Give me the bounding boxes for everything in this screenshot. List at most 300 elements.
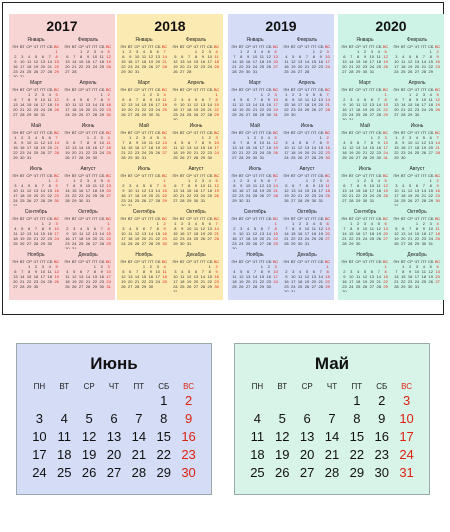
mini-day: 14 bbox=[214, 226, 219, 231]
mini-day: 18 bbox=[72, 107, 77, 112]
mini-day: 10 bbox=[239, 231, 244, 236]
mini-day: 16 bbox=[291, 102, 296, 107]
mini-day: 1 bbox=[384, 92, 387, 97]
mini-day: 21 bbox=[134, 107, 140, 112]
mini-day: 5 bbox=[181, 140, 184, 145]
mini-day: 12 bbox=[407, 188, 413, 193]
mini-day: 13 bbox=[245, 274, 251, 279]
mini-weekday: СБ bbox=[317, 216, 324, 221]
mini-day: 22 bbox=[284, 107, 289, 112]
mini-weekday: СР bbox=[245, 44, 251, 49]
mini-day: 14 bbox=[376, 102, 381, 107]
mini-day: 3 bbox=[41, 92, 44, 97]
mini-day: 22 bbox=[186, 193, 192, 198]
mini-day: 27 bbox=[78, 284, 84, 289]
mini-month-days bbox=[393, 216, 441, 246]
mini-day: 21 bbox=[99, 236, 104, 241]
mini-day: 9 bbox=[247, 54, 250, 59]
mini-day: 13 bbox=[304, 145, 310, 150]
mini-day: 26 bbox=[383, 64, 388, 69]
mini-weekday: ВТ bbox=[348, 216, 354, 221]
day-cell: 23 bbox=[181, 447, 196, 462]
mini-day: 20 bbox=[65, 64, 70, 69]
mini-day: 23 bbox=[325, 150, 330, 155]
mini-month bbox=[341, 209, 389, 249]
mini-day: 30 bbox=[128, 69, 133, 74]
mini-weekday: ЧТ bbox=[304, 130, 310, 135]
mini-day: 9 bbox=[343, 102, 346, 107]
mini-day: 6 bbox=[299, 54, 302, 59]
mini-day: 11 bbox=[79, 231, 84, 236]
mini-day: 21 bbox=[72, 64, 77, 69]
mini-day: 26 bbox=[252, 241, 258, 246]
mini-day: 16 bbox=[239, 188, 244, 193]
mini-day: 8 bbox=[28, 269, 31, 274]
mini-weekday: СР bbox=[245, 259, 251, 264]
mini-weekday: СР bbox=[134, 130, 140, 135]
mini-day: 10 bbox=[369, 183, 375, 188]
mini-weekday: ВС bbox=[324, 173, 331, 178]
mini-day: 11 bbox=[106, 140, 111, 145]
mini-day: 2 bbox=[215, 264, 218, 269]
mini-day: 17 bbox=[349, 107, 354, 112]
mini-day: 12 bbox=[383, 183, 388, 188]
mini-day: 8 bbox=[14, 140, 17, 145]
mini-day: 7 bbox=[377, 269, 380, 274]
mini-day: 10 bbox=[428, 226, 433, 231]
mini-day: 29 bbox=[99, 112, 104, 117]
mini-day: 9 bbox=[299, 226, 302, 231]
mini-day: 14 bbox=[401, 102, 406, 107]
mini-day: 2 bbox=[201, 49, 204, 54]
mini-day: 16 bbox=[193, 188, 199, 193]
mini-weekday: ПТ bbox=[148, 87, 154, 92]
mini-day: 14 bbox=[99, 231, 104, 236]
mini-day: 7 bbox=[436, 135, 439, 140]
mini-weekday: СР bbox=[26, 87, 32, 92]
mini-day: 15 bbox=[40, 231, 46, 236]
mini-day: 28 bbox=[78, 155, 84, 160]
day-cell: 28 bbox=[131, 465, 147, 480]
mini-day: 14 bbox=[121, 145, 126, 150]
mini-month-name: Март bbox=[249, 80, 261, 86]
mini-weekday: ВТ bbox=[238, 87, 244, 92]
mini-day: 21 bbox=[92, 107, 98, 112]
mini-day: 6 bbox=[48, 135, 51, 140]
mini-day: 26 bbox=[200, 236, 206, 241]
day-cell: 8 bbox=[160, 411, 168, 426]
mini-month-days bbox=[231, 44, 279, 74]
mini-day: 9 bbox=[122, 188, 125, 193]
mini-weekday: ВС bbox=[272, 44, 279, 49]
mini-day: 7 bbox=[274, 178, 277, 183]
mini-day: 9 bbox=[80, 183, 83, 188]
mini-day: 4 bbox=[292, 140, 295, 145]
mini-day: 18 bbox=[186, 107, 192, 112]
mini-day: 18 bbox=[20, 193, 25, 198]
mini-day: 30 bbox=[99, 284, 104, 289]
mini-day: 26 bbox=[291, 69, 296, 74]
mini-day: 22 bbox=[232, 193, 237, 198]
mini-day: 18 bbox=[134, 193, 140, 198]
mini-weekday: ПН bbox=[393, 259, 400, 264]
mini-day: 28 bbox=[252, 284, 258, 289]
mini-day: 14 bbox=[54, 140, 59, 145]
mini-month-days bbox=[172, 216, 220, 246]
mini-day: 30 bbox=[232, 246, 237, 249]
mini-weekday: ВТ bbox=[238, 44, 244, 49]
day-cell: 9 bbox=[184, 411, 193, 426]
mini-day: 24 bbox=[259, 150, 265, 155]
mini-day: 6 bbox=[343, 183, 346, 188]
mini-day: 5 bbox=[253, 226, 257, 231]
year-title: 2020 bbox=[375, 18, 407, 34]
day-cell: 11 bbox=[57, 429, 72, 444]
mini-weekday: СР bbox=[245, 130, 251, 135]
mini-day: 25 bbox=[20, 198, 25, 203]
mini-weekday: ВТ bbox=[290, 259, 296, 264]
mini-weekday: ПН bbox=[341, 130, 348, 135]
mini-day: 26 bbox=[193, 112, 199, 117]
mini-day: 3 bbox=[156, 264, 159, 269]
mini-month-name: Июнь bbox=[189, 123, 203, 129]
mini-weekday: ЧТ bbox=[414, 130, 420, 135]
mini-month bbox=[341, 123, 389, 163]
mini-month-days bbox=[231, 216, 279, 249]
mini-day: 22 bbox=[155, 236, 160, 241]
mini-day: 31 bbox=[291, 289, 296, 292]
mini-weekday: СБ bbox=[317, 259, 324, 264]
mini-month bbox=[393, 252, 441, 292]
mini-month-days bbox=[64, 87, 112, 117]
mini-day: 29 bbox=[106, 241, 111, 246]
mini-day: 28 bbox=[232, 69, 237, 74]
mini-day: 16 bbox=[407, 274, 413, 279]
mini-day: 11 bbox=[298, 274, 303, 279]
mini-day: 24 bbox=[414, 279, 420, 284]
mini-day: 1 bbox=[292, 221, 295, 226]
mini-weekday: СБ bbox=[98, 216, 105, 221]
mini-day: 11 bbox=[180, 274, 185, 279]
mini-weekday: ВТ bbox=[238, 216, 244, 221]
mini-day: 1 bbox=[208, 264, 211, 269]
mini-day: 10 bbox=[65, 102, 70, 107]
mini-day: 23 bbox=[20, 150, 25, 155]
mini-day: 18 bbox=[33, 145, 39, 150]
mini-day: 23 bbox=[362, 64, 368, 69]
mini-day: 24 bbox=[239, 241, 244, 246]
mini-weekday: ВС bbox=[213, 173, 220, 178]
mini-day: 29 bbox=[155, 241, 160, 246]
mini-day: 9 bbox=[100, 269, 103, 274]
mini-day: 19 bbox=[78, 107, 84, 112]
mini-weekday: ПТ bbox=[40, 130, 46, 135]
weekday-header bbox=[27, 382, 201, 391]
mini-day: 11 bbox=[193, 226, 199, 231]
mini-day: 6 bbox=[370, 97, 373, 102]
mini-day: 26 bbox=[297, 155, 303, 160]
mini-weekday: ПТ bbox=[200, 130, 206, 135]
mini-day: 13 bbox=[297, 59, 303, 64]
mini-month bbox=[231, 166, 279, 206]
mini-month-name: Октябрь bbox=[186, 209, 206, 215]
mini-day: 3 bbox=[41, 264, 44, 269]
mini-day: 13 bbox=[65, 59, 70, 64]
mini-day: 6 bbox=[34, 183, 38, 188]
day-cell: 6 bbox=[110, 411, 118, 426]
mini-day: 12 bbox=[376, 226, 381, 231]
mini-day: 7 bbox=[93, 97, 96, 102]
mini-day: 8 bbox=[305, 183, 309, 188]
mini-day: 30 bbox=[421, 241, 427, 246]
mini-day: 15 bbox=[291, 231, 296, 236]
weekday-label: ВТ bbox=[277, 382, 288, 391]
mini-weekday: СР bbox=[78, 87, 84, 92]
mini-day: 17 bbox=[394, 64, 399, 69]
mini-weekday: СБ bbox=[375, 216, 382, 221]
mini-weekday: ВС bbox=[272, 130, 279, 135]
mini-day: 19 bbox=[407, 64, 413, 69]
mini-day: 17 bbox=[200, 188, 206, 193]
mini-weekday: ПТ bbox=[421, 87, 427, 92]
mini-day: 7 bbox=[86, 269, 90, 274]
mini-day: 19 bbox=[173, 64, 178, 69]
mini-day: 8 bbox=[370, 140, 373, 145]
mini-weekday: ЧТ bbox=[362, 173, 368, 178]
mini-weekday: ПТ bbox=[311, 173, 317, 178]
mini-day: 12 bbox=[54, 269, 59, 274]
mini-day: 4 bbox=[181, 269, 184, 274]
mini-day: 26 bbox=[266, 64, 271, 69]
mini-weekday: ВТ bbox=[71, 130, 77, 135]
day-cell: 16 bbox=[181, 429, 196, 444]
mini-day: 23 bbox=[291, 107, 296, 112]
mini-day: 8 bbox=[402, 269, 405, 274]
mini-day: 22 bbox=[128, 150, 133, 155]
mini-weekday: ПТ bbox=[369, 87, 375, 92]
mini-weekday: ПН bbox=[120, 259, 127, 264]
mini-day: 2 bbox=[174, 97, 177, 102]
mini-day: 9 bbox=[194, 183, 198, 188]
mini-weekday: ВС bbox=[272, 173, 279, 178]
mini-day: 5 bbox=[86, 226, 90, 231]
mini-month bbox=[120, 123, 168, 163]
mini-day: 2 bbox=[415, 92, 419, 97]
mini-day: 28 bbox=[186, 69, 192, 74]
mini-day: 6 bbox=[267, 178, 270, 183]
mini-day: 5 bbox=[21, 226, 24, 231]
mini-month bbox=[341, 37, 389, 77]
mini-day: 26 bbox=[85, 241, 91, 246]
mini-day: 12 bbox=[394, 231, 399, 236]
mini-day: 22 bbox=[13, 150, 18, 155]
mini-day: 21 bbox=[349, 193, 354, 198]
mini-day: 30 bbox=[193, 198, 199, 203]
mini-month bbox=[393, 209, 441, 249]
mini-day: 21 bbox=[20, 107, 25, 112]
mini-day: 10 bbox=[273, 97, 278, 102]
mini-day: 13 bbox=[342, 188, 347, 193]
mini-day: 1 bbox=[201, 135, 204, 140]
mini-day: 16 bbox=[65, 236, 70, 241]
mini-weekday: ВТ bbox=[19, 130, 25, 135]
mini-day: 25 bbox=[414, 150, 420, 155]
mini-weekday: СР bbox=[26, 130, 32, 135]
mini-day: 30 bbox=[47, 241, 52, 246]
mini-weekday: ВС bbox=[324, 44, 331, 49]
mini-day: 23 bbox=[148, 107, 154, 112]
mini-day: 12 bbox=[121, 102, 126, 107]
mini-day: 25 bbox=[355, 112, 361, 117]
mini-weekday: ЧТ bbox=[304, 87, 310, 92]
mini-day: 9 bbox=[377, 140, 380, 145]
mini-day: 17 bbox=[54, 231, 59, 236]
mini-day: 12 bbox=[193, 102, 199, 107]
mini-weekday: ВТ bbox=[348, 130, 354, 135]
mini-day: 9 bbox=[149, 269, 152, 274]
mini-day: 6 bbox=[194, 269, 198, 274]
mini-day: 16 bbox=[47, 231, 52, 236]
day-cell bbox=[102, 393, 127, 409]
mini-day: 31 bbox=[369, 69, 375, 74]
mini-day: 21 bbox=[435, 145, 440, 150]
mini-day: 1 bbox=[409, 92, 412, 97]
mini-day: 7 bbox=[122, 140, 125, 145]
weekday-label: ЧТ bbox=[108, 382, 120, 391]
mini-weekday: ВТ bbox=[400, 130, 406, 135]
mini-day: 3 bbox=[285, 140, 288, 145]
mini-day: 29 bbox=[318, 155, 323, 160]
mini-day: 2 bbox=[34, 264, 38, 269]
mini-day: 7 bbox=[149, 226, 152, 231]
mini-day: 18 bbox=[162, 102, 167, 107]
mini-day: 24 bbox=[99, 150, 104, 155]
mini-day: 27 bbox=[173, 198, 178, 203]
mini-day: 6 bbox=[343, 54, 346, 59]
mini-month-days bbox=[283, 173, 331, 203]
mini-day: 5 bbox=[305, 269, 309, 274]
mini-day: 18 bbox=[291, 150, 296, 155]
mini-month-name: Сентябрь bbox=[24, 209, 48, 215]
mini-day: 23 bbox=[173, 112, 178, 117]
mini-day: 14 bbox=[78, 145, 84, 150]
mini-day: 8 bbox=[163, 183, 166, 188]
mini-weekday: ПН bbox=[12, 130, 19, 135]
mini-day: 25 bbox=[162, 107, 167, 112]
mini-day: 8 bbox=[122, 54, 125, 59]
mini-day: 16 bbox=[207, 145, 212, 150]
mini-weekday: ПН bbox=[341, 44, 348, 49]
mini-weekday: ПН bbox=[12, 44, 19, 49]
mini-weekday: ВС bbox=[272, 87, 279, 92]
mini-day: 6 bbox=[415, 54, 419, 59]
mini-day: 3 bbox=[215, 135, 218, 140]
mini-weekday: ЧТ bbox=[141, 173, 147, 178]
mini-day: 24 bbox=[207, 64, 212, 69]
mini-weekday: СБ bbox=[98, 130, 105, 135]
mini-day: 29 bbox=[401, 284, 406, 289]
mini-day: 8 bbox=[319, 140, 322, 145]
mini-day: 17 bbox=[173, 279, 178, 284]
mini-day: 27 bbox=[342, 198, 347, 203]
mini-day: 17 bbox=[180, 107, 185, 112]
mini-day: 21 bbox=[421, 64, 427, 69]
mini-weekday: ЧТ bbox=[304, 44, 310, 49]
mini-day: 21 bbox=[304, 64, 310, 69]
mini-day: 7 bbox=[253, 97, 257, 102]
mini-weekday: СБ bbox=[375, 173, 382, 178]
mini-day: 30 bbox=[284, 289, 289, 292]
mini-weekday: ПТ bbox=[369, 259, 375, 264]
mini-month-days bbox=[64, 259, 112, 289]
mini-day: 14 bbox=[33, 231, 39, 236]
mini-weekday: ВТ bbox=[71, 173, 77, 178]
mini-day: 22 bbox=[173, 236, 178, 241]
mini-weekday: СР bbox=[186, 44, 192, 49]
mini-weekday: ВТ bbox=[127, 259, 133, 264]
mini-day: 19 bbox=[407, 193, 413, 198]
mini-weekday: ВС bbox=[213, 130, 220, 135]
mini-weekday: СБ bbox=[98, 259, 105, 264]
mini-weekday: ЧТ bbox=[85, 259, 91, 264]
mini-day: 24 bbox=[40, 279, 46, 284]
mini-weekday: СБ bbox=[427, 130, 434, 135]
mini-day: 5 bbox=[194, 97, 198, 102]
mini-weekday: ВС bbox=[53, 44, 60, 49]
mini-day: 18 bbox=[435, 231, 440, 236]
mini-day: 3 bbox=[28, 135, 31, 140]
mini-weekday: ВС bbox=[382, 216, 389, 221]
mini-day: 15 bbox=[26, 274, 32, 279]
mini-day: 13 bbox=[266, 183, 271, 188]
mini-day: 19 bbox=[26, 193, 32, 198]
mini-day: 18 bbox=[355, 107, 361, 112]
mini-day: 4 bbox=[136, 183, 139, 188]
mini-day: 8 bbox=[240, 54, 243, 59]
mini-day: 8 bbox=[326, 269, 329, 274]
mini-day: 5 bbox=[188, 269, 191, 274]
mini-day: 5 bbox=[274, 135, 277, 140]
mini-day: 18 bbox=[65, 279, 70, 284]
mini-weekday: ВС bbox=[272, 259, 279, 264]
mini-day: 8 bbox=[93, 269, 96, 274]
mini-day: 28 bbox=[266, 241, 271, 246]
mini-day: 6 bbox=[14, 97, 17, 102]
mini-weekday: ПТ bbox=[200, 173, 206, 178]
mini-month-name: Декабрь bbox=[78, 252, 98, 258]
mini-day: 12 bbox=[186, 274, 192, 279]
mini-day: 16 bbox=[266, 102, 271, 107]
mini-day: 19 bbox=[54, 274, 59, 279]
mini-day: 5 bbox=[80, 97, 83, 102]
mini-day: 15 bbox=[311, 59, 317, 64]
mini-day: 23 bbox=[148, 279, 154, 284]
mini-day: 1 bbox=[86, 135, 90, 140]
mini-day: 6 bbox=[188, 140, 191, 145]
day-cell: 27 bbox=[299, 465, 315, 480]
mini-day: 6 bbox=[357, 140, 360, 145]
mini-weekday: СР bbox=[186, 87, 192, 92]
mini-day: 9 bbox=[93, 140, 96, 145]
mini-day: 26 bbox=[421, 150, 427, 155]
mini-day: 5 bbox=[436, 92, 439, 97]
day-cell bbox=[27, 393, 52, 409]
mini-day: 15 bbox=[383, 102, 388, 107]
mini-weekday: ВТ bbox=[400, 173, 406, 178]
mini-day: 27 bbox=[394, 112, 399, 117]
mini-day: 12 bbox=[239, 102, 244, 107]
mini-day: 29 bbox=[259, 284, 265, 289]
